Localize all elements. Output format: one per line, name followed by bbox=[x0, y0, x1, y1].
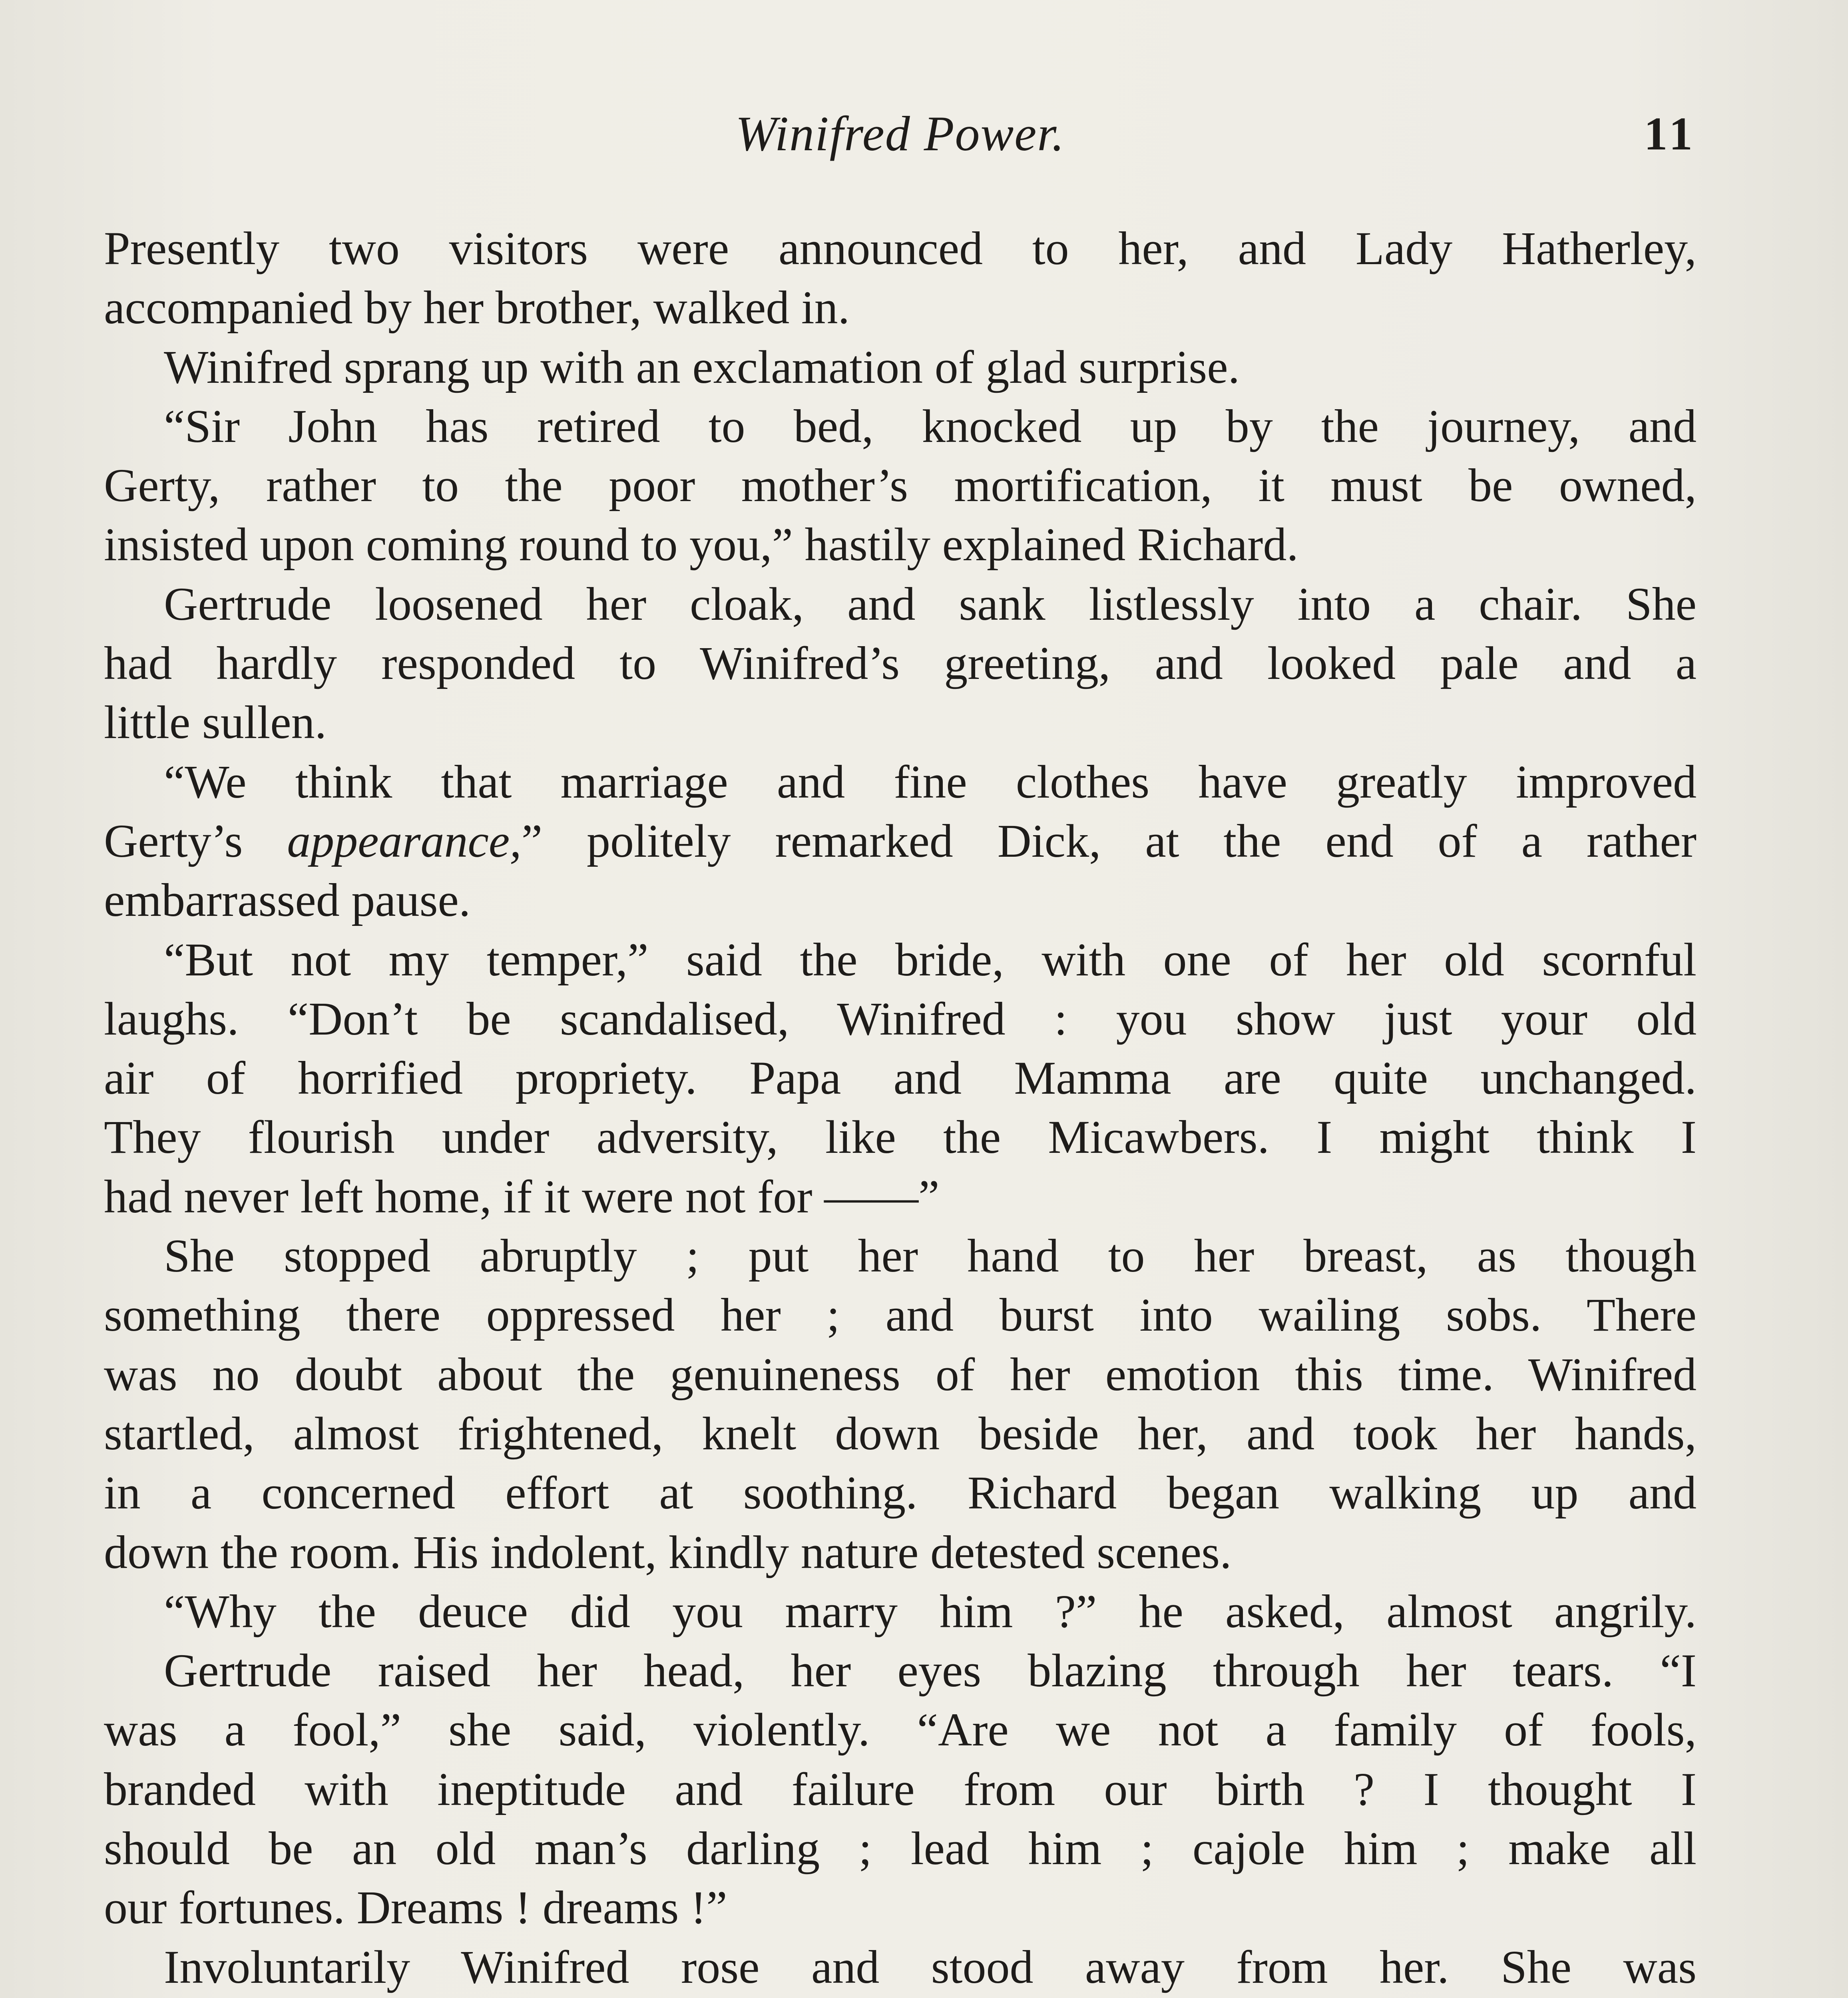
text-line: startled, almost frightened, knelt down beside her, and took her hands, bbox=[104, 1407, 1697, 1460]
text-line: our fortunes. Dreams ! dreams !” bbox=[104, 1881, 727, 1934]
text-line: “But not my temper,” said the bride, with one of her old scornful bbox=[164, 933, 1697, 986]
text-line: insisted upon coming round to you,” hastily explained Richard. bbox=[104, 518, 1298, 571]
text-line: embarrassed pause. bbox=[104, 874, 471, 927]
text-line: little sullen. bbox=[104, 696, 327, 749]
running-title: Winifred Power. bbox=[735, 106, 1065, 161]
text-line: laughs. “Don’t be scandalised, Winifred : you show just your old bbox=[104, 992, 1697, 1045]
text-line: air of horrified propriety. Papa and Mamma are quite unchanged. bbox=[104, 1052, 1697, 1104]
italic-emphasis: appearance, bbox=[287, 814, 522, 867]
text-line: Involuntarily Winifred rose and stood away from her. She was bbox=[164, 1940, 1697, 1993]
text-line: They flourish under adversity, like the Micawbers. I might think I bbox=[104, 1111, 1697, 1164]
text-line: Gertrude raised her head, her eyes blazing through her tears. “I bbox=[164, 1644, 1697, 1697]
text-line: Gerty, rather to the poor mother’s mortification, it must be owned, bbox=[104, 459, 1697, 512]
text-line: She stopped abruptly ; put her hand to her breast, as though bbox=[164, 1230, 1697, 1282]
text-segment: ” politely remarked Dick, at the end of a rather bbox=[521, 814, 1697, 867]
text-line: Gertrude loosened her cloak, and sank listlessly into a chair. She bbox=[164, 577, 1697, 630]
text-line: was a fool,” she said, violently. “Are we not a family of fools, bbox=[104, 1703, 1697, 1756]
page-number: 11 bbox=[1644, 107, 1697, 160]
text-line: something there oppressed her ; and burst into wailing sobs. There bbox=[104, 1289, 1697, 1341]
text-line: branded with ineptitude and failure from our birth ? I thought I bbox=[104, 1763, 1697, 1815]
text-line: “Sir John has retired to bed, knocked up by the journey, and bbox=[164, 400, 1697, 452]
text-line: Presently two visitors were announced to her, and Lady Hatherley, bbox=[104, 222, 1697, 275]
body-text bbox=[104, 219, 1697, 1998]
text-line: Winifred sprang up with an exclamation of glad surprise. bbox=[164, 340, 1240, 393]
text-line: should be an old man’s darling ; lead him ; cajole him ; make all bbox=[104, 1822, 1697, 1875]
text-line: had hardly responded to Winifred’s greeting, and looked pale and a bbox=[104, 637, 1697, 690]
page-header bbox=[104, 96, 1697, 176]
text-segment: Gerty’s bbox=[104, 814, 287, 867]
text-line: was no doubt about the genuineness of her emotion this time. Winifred bbox=[104, 1348, 1697, 1401]
text-line: “We think that marriage and fine clothes have greatly improved bbox=[164, 755, 1697, 808]
text-line: “Why the deuce did you marry him ?” he asked, almost angrily. bbox=[164, 1585, 1697, 1638]
text-line: down the room. His indolent, kindly nature detested scenes. bbox=[104, 1526, 1232, 1578]
text-line: accompanied by her brother, walked in. bbox=[104, 281, 850, 334]
text-line: had never left home, if it were not for ——” bbox=[104, 1170, 940, 1223]
text-line: in a concerned effort at soothing. Richard began walking up and bbox=[104, 1467, 1697, 1519]
text-line bbox=[104, 812, 1697, 871]
